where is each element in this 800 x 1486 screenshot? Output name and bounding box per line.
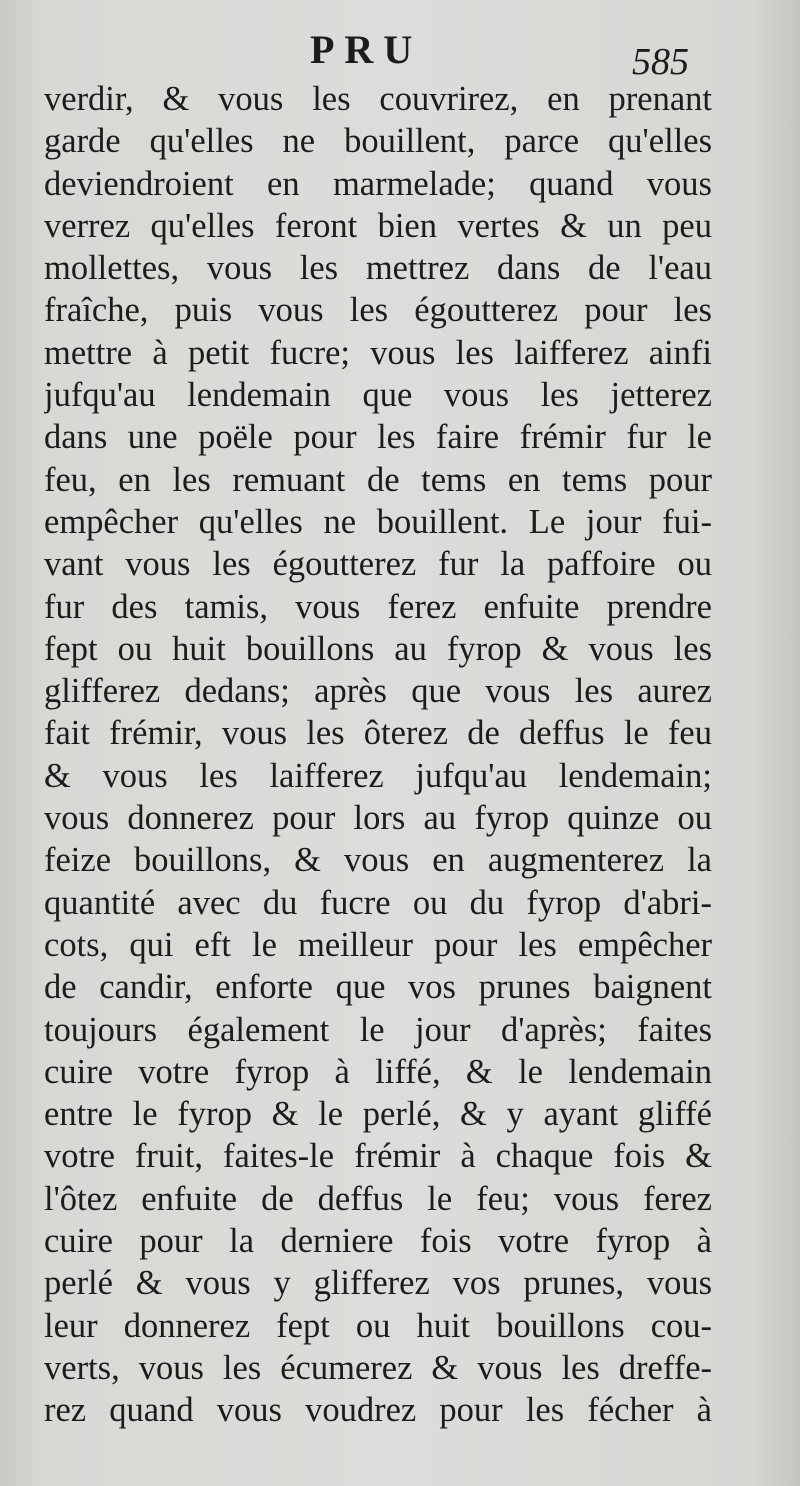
text-line: fraîche, puis vous les égoutterez pour les — [44, 291, 712, 330]
text-line: verrez qu'elles feront bien vertes & un peu — [44, 206, 712, 245]
page-header — [0, 26, 800, 86]
text-line: & vous les laifferez jufqu'au lendemain; — [44, 756, 712, 795]
text-line: cots, qui eft le meilleur pour les empêcher — [44, 925, 712, 964]
text-line: vant vous les égoutterez fur la paffoire ou — [44, 545, 712, 584]
text-line: cuire pour la derniere fois votre fyrop à — [44, 1222, 712, 1261]
text-line: dans une poële pour les faire frémir fur le — [44, 418, 712, 457]
text-line: deviendroient en marmelade; quand vous — [44, 164, 712, 203]
text-line: toujours également le jour d'après; faites — [44, 1010, 712, 1049]
text-line: mettre à petit fucre; vous les laifferez ainfi — [44, 333, 712, 372]
text-line: fept ou huit bouillons au fyrop & vous les — [44, 629, 712, 668]
text-line: leur donnerez fept ou huit bouillons cou- — [44, 1306, 712, 1345]
text-line: garde qu'elles ne bouillent, parce qu'elles — [44, 122, 712, 161]
text-line: verts, vous les écumerez & vous les dreffe- — [44, 1348, 712, 1387]
text-line: verdir, & vous les couvrirez, en prenant — [44, 80, 712, 118]
text-line: quantité avec du fucre ou du fyrop d'abri- — [44, 883, 712, 922]
text-line: votre fruit, faites-le frémir à chaque fois & — [44, 1137, 712, 1176]
running-title: PRU — [310, 27, 423, 72]
text-line: fait frémir, vous les ôterez de deffus le feu — [44, 714, 712, 753]
text-line: glifferez dedans; après que vous les aurez — [44, 672, 712, 711]
text-line: feu, en les remuant de tems en tems pour — [44, 460, 712, 499]
page-number: 585 — [632, 41, 689, 83]
text-line: perlé & vous y glifferez vos prunes, vous — [44, 1264, 712, 1303]
text-line: feize bouillons, & vous en augmenterez la — [44, 841, 712, 880]
text-line: l'ôtez enfuite de deffus le feu; vous ferez — [44, 1179, 712, 1218]
text-line: jufqu'au lendemain que vous les jetterez — [44, 376, 712, 415]
text-line: rez quand vous voudrez pour les fécher à — [44, 1391, 712, 1430]
text-line: entre le fyrop & le perlé, & y ayant gliffé — [44, 1095, 712, 1134]
text-line: vous donnerez pour lors au fyrop quinze ou — [44, 799, 712, 838]
text-line: empêcher qu'elles ne bouillent. Le jour fui- — [44, 502, 712, 541]
text-line: fur des tamis, vous ferez enfuite prendre — [44, 587, 712, 626]
text-line: de candir, enforte que vos prunes baignent — [44, 968, 712, 1007]
text-line: cuire votre fyrop à liffé, & le lendemain — [44, 1052, 712, 1091]
body-text — [44, 78, 712, 1432]
text-line: mollettes, vous les mettrez dans de l'eau — [44, 249, 712, 288]
